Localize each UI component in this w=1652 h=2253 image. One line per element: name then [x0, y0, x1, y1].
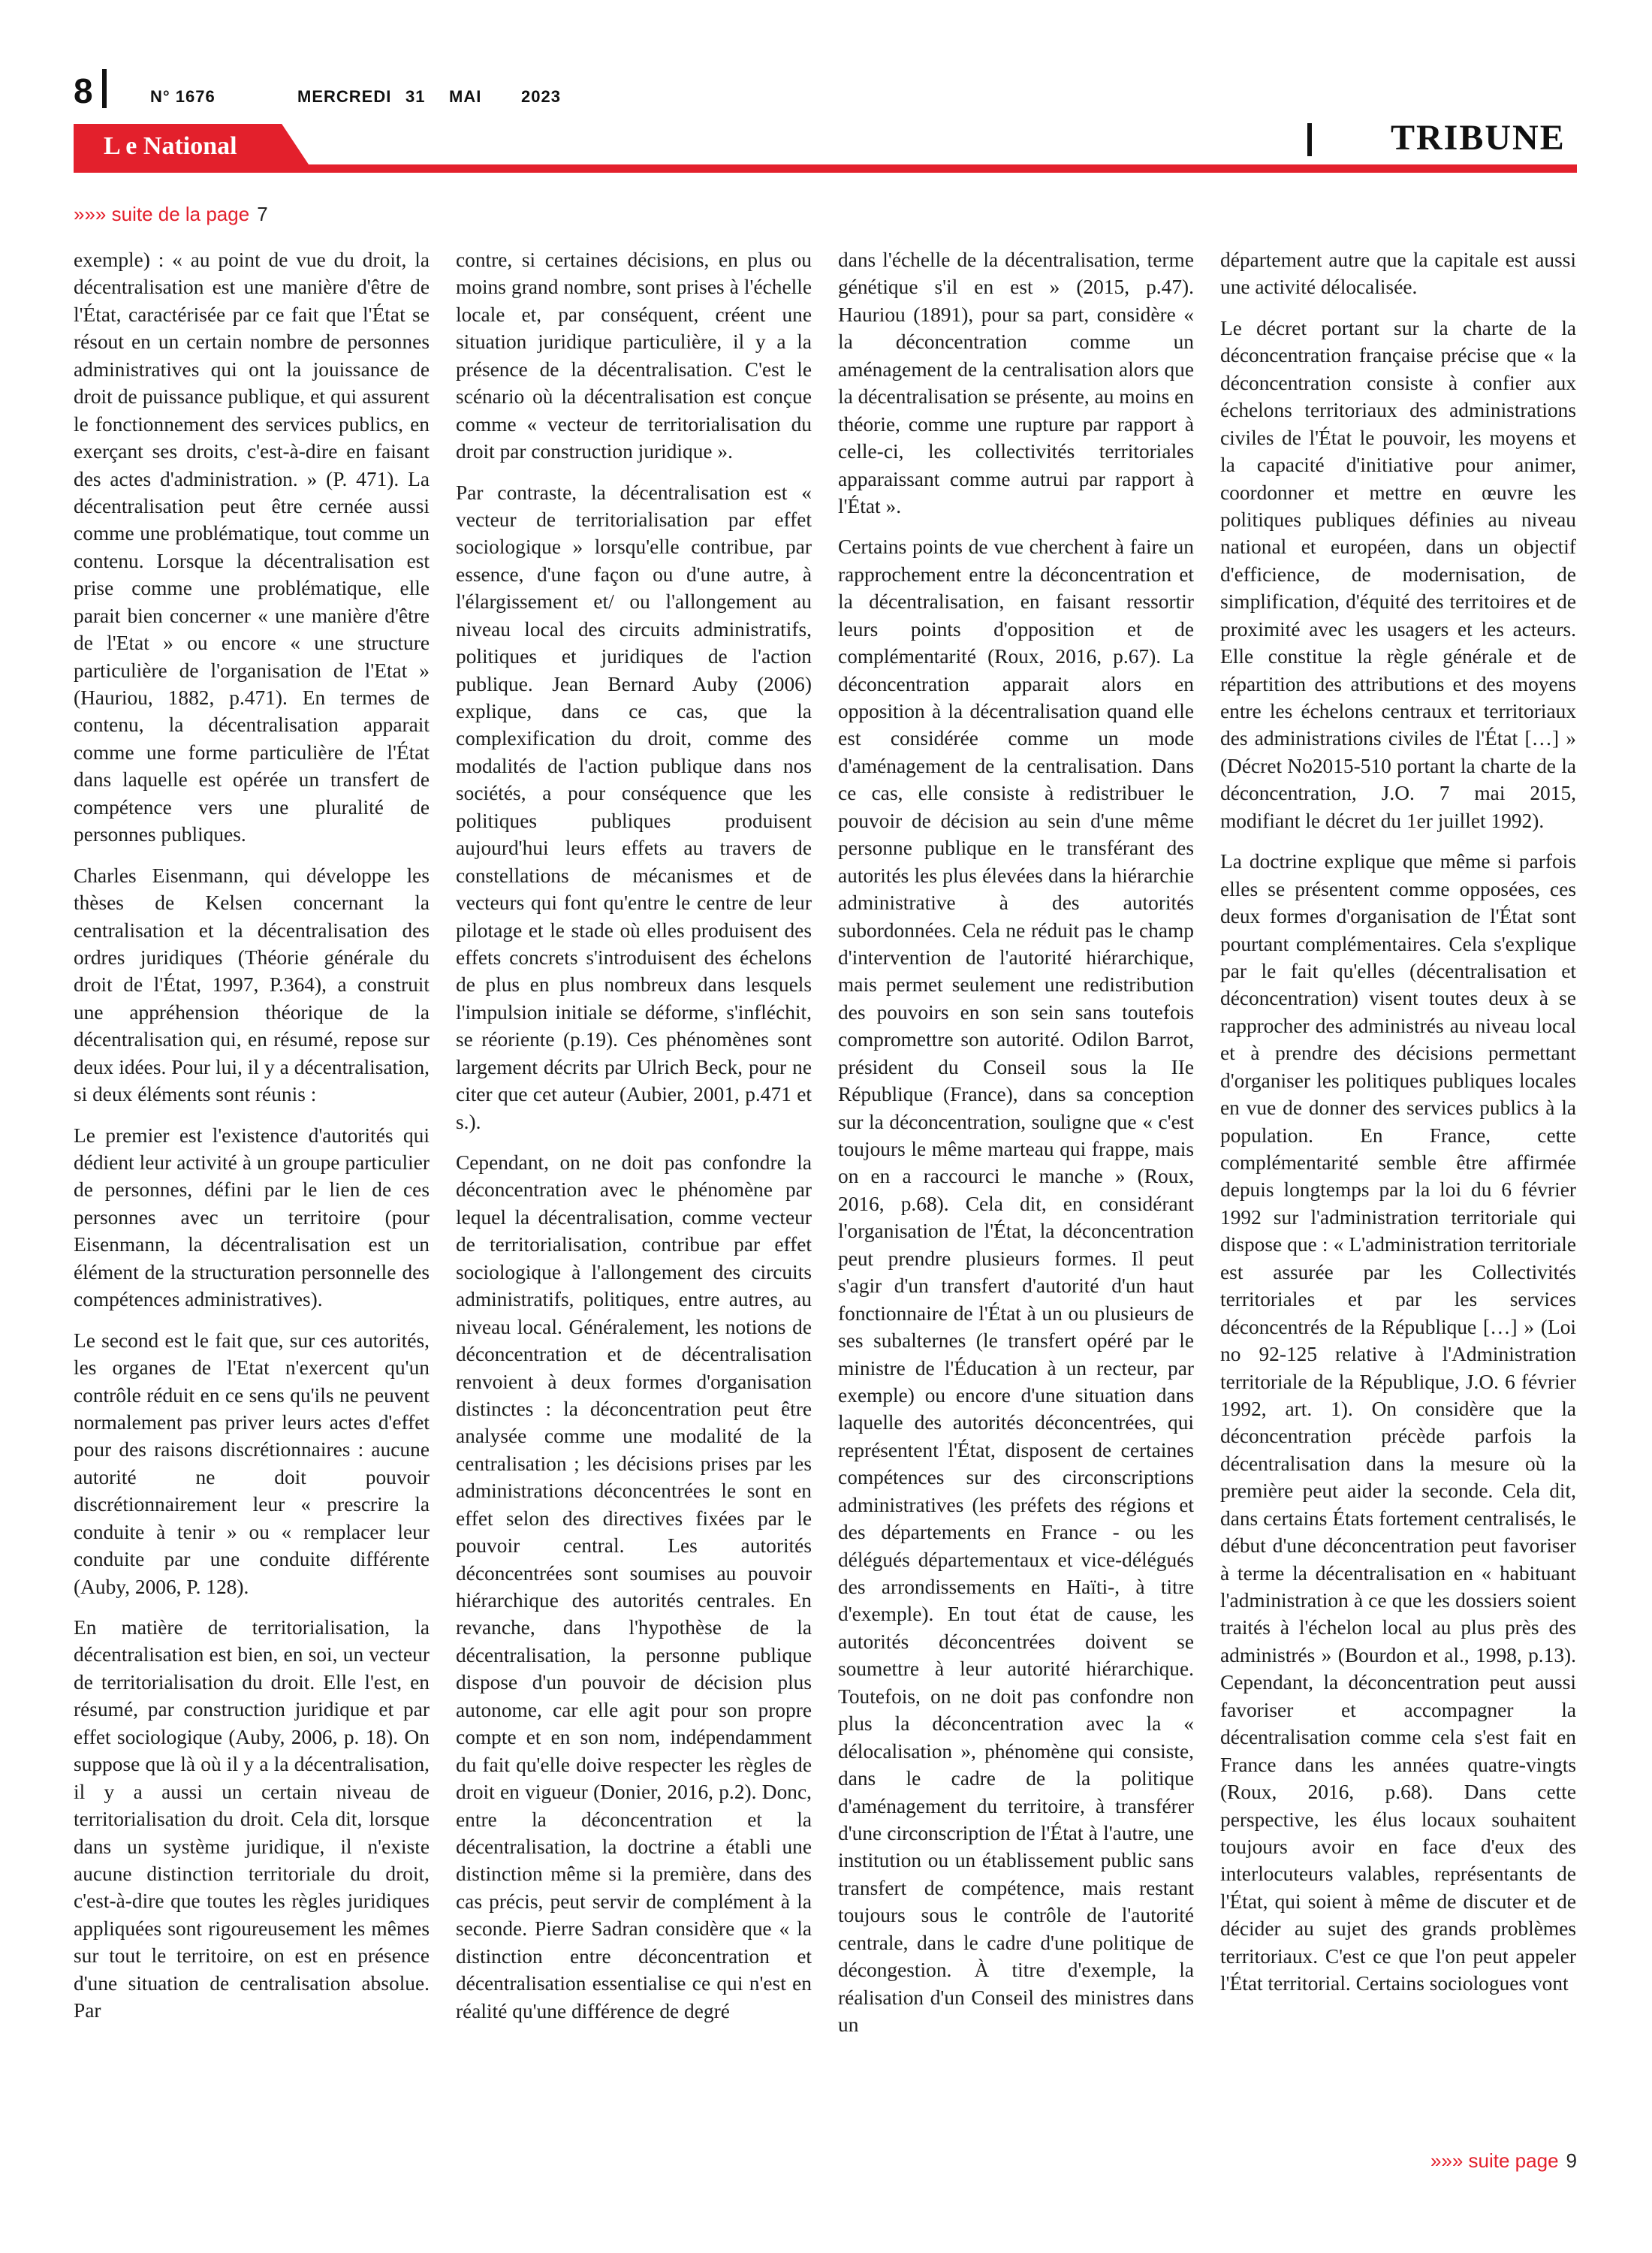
- article-column-3: [838, 246, 1194, 2139]
- paragraph: Le second est le fait que, sur ces autorités, les organes de l'Etat n'exercent qu'un contrôle réduit en ce sens qu'ils ne peuvent normalement pas priver leurs actes d'effet pour des raisons discrétionnaires : aucune autorité ne doit pouvoir discrétionnairement leur « prescrire la conduite à tenir » ou « remplacer leur conduite par une conduite différente (Auby, 2006, P. 128).: [74, 1329, 430, 1598]
- continued-from-page: 7: [257, 203, 268, 225]
- date-day: 31: [405, 87, 426, 106]
- date-weekday: MERCREDI: [297, 87, 392, 106]
- paragraph: En matière de territorialisation, la décentralisation est bien, en soi, un vecteur de territorialisation du droit. Elle l'est, en résumé, par construction juridique et par effet sociologique (Auby, 2006, p. 18). On suppose que là où il y a la décentralisation, il y a aussi un certain niveau de territorialisation du droit. Cela dit, lorsque dans un système juridique, il n'existe aucune distinction territoriale du droit, c'est-à-dire que toutes les règles juridiques appliquées sont rigoureusement les mêmes sur tout le territoire, on est en présence d'une situation de centralisation absolue. Par: [74, 1616, 430, 2022]
- page-number-divider: [102, 69, 107, 108]
- paragraph: dans l'échelle de la décentralisation, terme génétique s'il en est » (2015, p.47). Hauriou (1891), pour sa part, considère « la déconcentration comme un aménagement de la centralisation alors que la décentralisation se présente, au moins en théorie, comme une rupture par rapport à celle-ci, les collectivités territoriales apparaissant comme autrui par rapport à l'État ».: [838, 249, 1194, 517]
- paragraph: Par contraste, la décentralisation est « vecteur de territorialisation par effet sociologique » lorsqu'elle contribue, par essence, d'une façon ou d'une autre, à l'élargissement et/ ou l'allongement au niveau local des circuits administratifs, politiques et juridiques de l'action publique. Jean Bernard Auby (2006) explique, dans ce cas, que la complexification du droit, comme des modalités de l'action publique dans nos sociétés, a pour conséquence que les politiques publiques produisent aujourd'hui leurs effets au travers de constellations de mécanismes et de vecteurs qui font qu'entre le centre de leur pilotage et le stade où elles produisent des effets concrets s'introduisent des échelons de plus en plus nombreux dans lesquels l'impulsion initiale se déforme, s'infléchit, se réoriente (p.19). Ces phénomènes sont largement décrits par Ulrich Beck, pour ne citer que cet auteur (Aubier, 2001, p.471 et s.).: [456, 481, 812, 1133]
- issue-number: N° 1676: [150, 87, 216, 106]
- paragraph: département autre que la capitale est aussi une activité délocalisée.: [1220, 249, 1576, 299]
- article-column-1: [74, 246, 430, 2139]
- continued-from-label: »»» suite de la page: [74, 203, 250, 225]
- page-number: 8: [74, 71, 93, 110]
- paragraph: Certains points de vue cherchent à faire un rapprochement entre la déconcentration et la décentralisation, en faisant ressortir leurs points d'opposition et de complémentarité (Roux, 2016, p.67). La déconcentration apparait alors en opposition à la décentralisation quand elle est considérée comme un mode d'aménagement de la centralisation. Dans ce cas, elle consiste à redistribuer le pouvoir de décision au sein d'une même personne publique en le transférant des autorités les plus élevées dans la hiérarchie administrative à des autorités subordonnées. Cela ne réduit pas le champ d'intervention de l'autorité hiérarchique, mais permet seulement une redistribution des pouvoirs en son sein sans toutefois compromettre son autorité. Odilon Barrot, président du Conseil sous la IIe République (France), dans sa conception sur la déconcentration, souligne que « c'est toujours le même marteau qui frappe, mais on en a raccourci le manche » (Roux, 2016, p.68). Cela dit, en considérant l'organisation de l'État, la déconcentration peut prendre plusieurs formes. Il peut s'agir d'un transfert d'autorité d'un haut fonctionnaire de l'État à un ou plusieurs de ses subalternes (le transfert opéré par le ministre de l'Éducation à un recteur, par exemple) ou encore d'une situation dans laquelle des autorités déconcentrées, qui représentent l'État, disposent de certaines compétences sur des circonscriptions administratives (les préfets des régions et des départements en France - ou les délégués départementaux et vice-délégués des arrondissements en Haïti-, à titre d'exemple). En tout état de cause, les autorités déconcentrées doivent se soumettre à leur autorité hiérarchique. Toutefois, on ne doit pas confondre non plus la déconcentration avec la « délocalisation », phénomène qui consiste, dans le cadre de la politique d'aménagement du territoire, à transférer d'une circonscription de l'État à l'autre, une institution ou un établissement public sans transfert de compétence, mais restant toujours sous le contrôle de l'autorité centrale, dans le cadre d'une politique de décongestion. À titre d'exemple, la réalisation d'un Conseil des ministres dans un: [838, 535, 1194, 2036]
- article-column-2: [456, 246, 812, 2139]
- paragraph: Le décret portant sur la charte de la déconcentration française précise que « la déconcentration consiste à confier aux échelons territoriaux des administrations civiles de l'État le pouvoir, les moyens et la capacité d'initiative pour animer, coordonner et mettre en œuvre les politiques publiques définies au niveau national et européen, dans un objectif d'efficience, de modernisation, de simplification, d'équité des territoires et de proximité avec les usagers et les acteurs. Elle constitue la règle générale et de répartition des attributions et des moyens entre les échelons centraux et territoriaux des administrations civiles de l'État […] » (Décret No2015-510 portant la charte de la déconcentration, J.O. 7 mai 2015, modifiant le décret du 1er juillet 1992).: [1220, 316, 1576, 832]
- paragraph: contre, si certaines décisions, en plus ou moins grand nombre, sont prises à l'échelle locale et, par conséquent, créent une situation juridique particulière, il y a la présence de la décentralisation. C'est le scénario où la décentralisation est conçue comme « vecteur de territorialisation du droit par construction juridique ».: [456, 249, 812, 463]
- continued-to-label: »»» suite page: [1430, 2149, 1559, 2172]
- continued-from: [74, 203, 268, 226]
- article-column-4: [1220, 246, 1576, 2139]
- paragraph: Cependant, on ne doit pas confondre la déconcentration avec le phénomène par lequel la décentralisation, comme vecteur de territorialisation, contribue par effet sociologique à l'allongement des circuits administratifs, politiques, entre autres, au niveau local. Généralement, les notions de déconcentration et de décentralisation renvoient à deux formes d'organisation distinctes : la déconcentration peut être analysée comme une modalité de la centralisation ; les décisions prises par les administrations déconcentrées le sont en effet selon des directives fixées par le pouvoir central. Les autorités déconcentrées sont soumises au pouvoir hiérarchique des autorités centrales. En revanche, dans l'hypothèse de la décentralisation, la personne publique dispose d'un pouvoir de décision plus autonome, car elle agit pour son propre compte et en son nom, indépendamment du fait qu'elle doive respecter les règles de droit en vigueur (Donier, 2016, p.2). Donc, entre la déconcentration et la décentralisation, la doctrine a établi une distinction même si la première, dans des cas précis, peut servir de complément à la seconde. Pierre Sadran considère que « la distinction entre déconcentration et décentralisation essentialise ce qui n'est en réalité qu'une différence de degré: [456, 1151, 812, 2022]
- continued-to: [1430, 2149, 1577, 2173]
- date-month: MAI: [449, 87, 482, 106]
- date-year: 2023: [521, 87, 561, 106]
- brand-name: L e National: [104, 132, 237, 160]
- paragraph: Charles Eisenmann, qui développe les thèses de Kelsen concernant la centralisation et la décentralisation des ordres juridiques (Théorie générale du droit de l'État, 1997, P.364), a construit une appréhension théorique de la décentralisation qui, en résumé, repose sur deux idées. Pour lui, il y a décentralisation, si deux éléments sont réunis :: [74, 864, 430, 1106]
- paragraph: La doctrine explique que même si parfois elles se présentent comme opposées, ces deux formes d'organisation de l'État sont pourtant complémentaires. Cela s'explique par le fait qu'elles (décentralisation et déconcentration) visent toutes deux à se rapprocher des administrés au niveau local et à prendre des décisions permettant d'organiser les politiques publiques locales en vue de donner des services publics à la population. En France, cette complémentarité semble être affirmée depuis longtemps par la loi du 6 février 1992 sur l'administration territoriale qui dispose que : « L'administration territoriale est assurée par les Collectivités territoriales et par les services déconcentrés de la République […] » (Loi no 92-125 relative à l'Administration territoriale de la République, J.O. 6 février 1992, art. 1). On considère que la déconcentration précède parfois la décentralisation dans la mesure où la première peut aider la seconde. Cela dit, dans certains États fortement centralisés, le début d'une déconcentration peut favoriser à terme la décentralisation en « habituant l'administration à ce que les dossiers soient traités à l'échelon local au plus près des administrés » (Bourdon et al., 1998, p.13). Cependant, la déconcentration peut aussi favoriser et accompagner la décentralisation comme cela s'est fait en France dans les années quatre-vingts (Roux, 2016, p.68). Dans cette perspective, les élus locaux souhaitent toujours avoir en face d'eux des interlocuteurs valables, représentants de l'État, qui soient à même de discuter et de décider au sujet des grands problèmes territoriaux. C'est ce que l'on peut appeler l'État territorial. Certains sociologues vont: [1220, 850, 1576, 1995]
- paragraph: Le premier est l'existence d'autorités qui dédient leur activité à un groupe particulier de personnes, défini par le lien de ces personnes avec un territoire (pour Eisenmann, la décentralisation est un élément de la structuration personnelle des compétences administratives).: [74, 1123, 430, 1311]
- section-divider: [1307, 123, 1312, 156]
- paragraph: exemple) : « au point de vue du droit, la décentralisation est une manière d'être de l'État, caractérisée par ce fait que l'État se résout en un certain nombre de personnes administratives qui ont la jouissance de droit de puissance publique, et qui assurent le fonctionnement des services publics, en exerçant ses droits, c'est-à-dire en faisant des actes d'administration. » (P. 471). La décentralisation peut être cernée aussi comme une problématique, tout comme un contenu. Lorsque la décentralisation est prise comme une problématique, elle parait bien concerner « une manière d'être de l'Etat » ou encore « une structure particulière de l'organisation de l'Etat » (Hauriou, 1882, p.471). En termes de contenu, la décentralisation apparait comme une forme particulière de l'État dans laquelle est opérée un transfert de compétence vers une pluralité de personnes publiques.: [74, 249, 430, 846]
- header-rule: [74, 164, 1577, 173]
- continued-to-page: 9: [1566, 2149, 1577, 2172]
- section-title: TRIBUNE: [1391, 118, 1566, 158]
